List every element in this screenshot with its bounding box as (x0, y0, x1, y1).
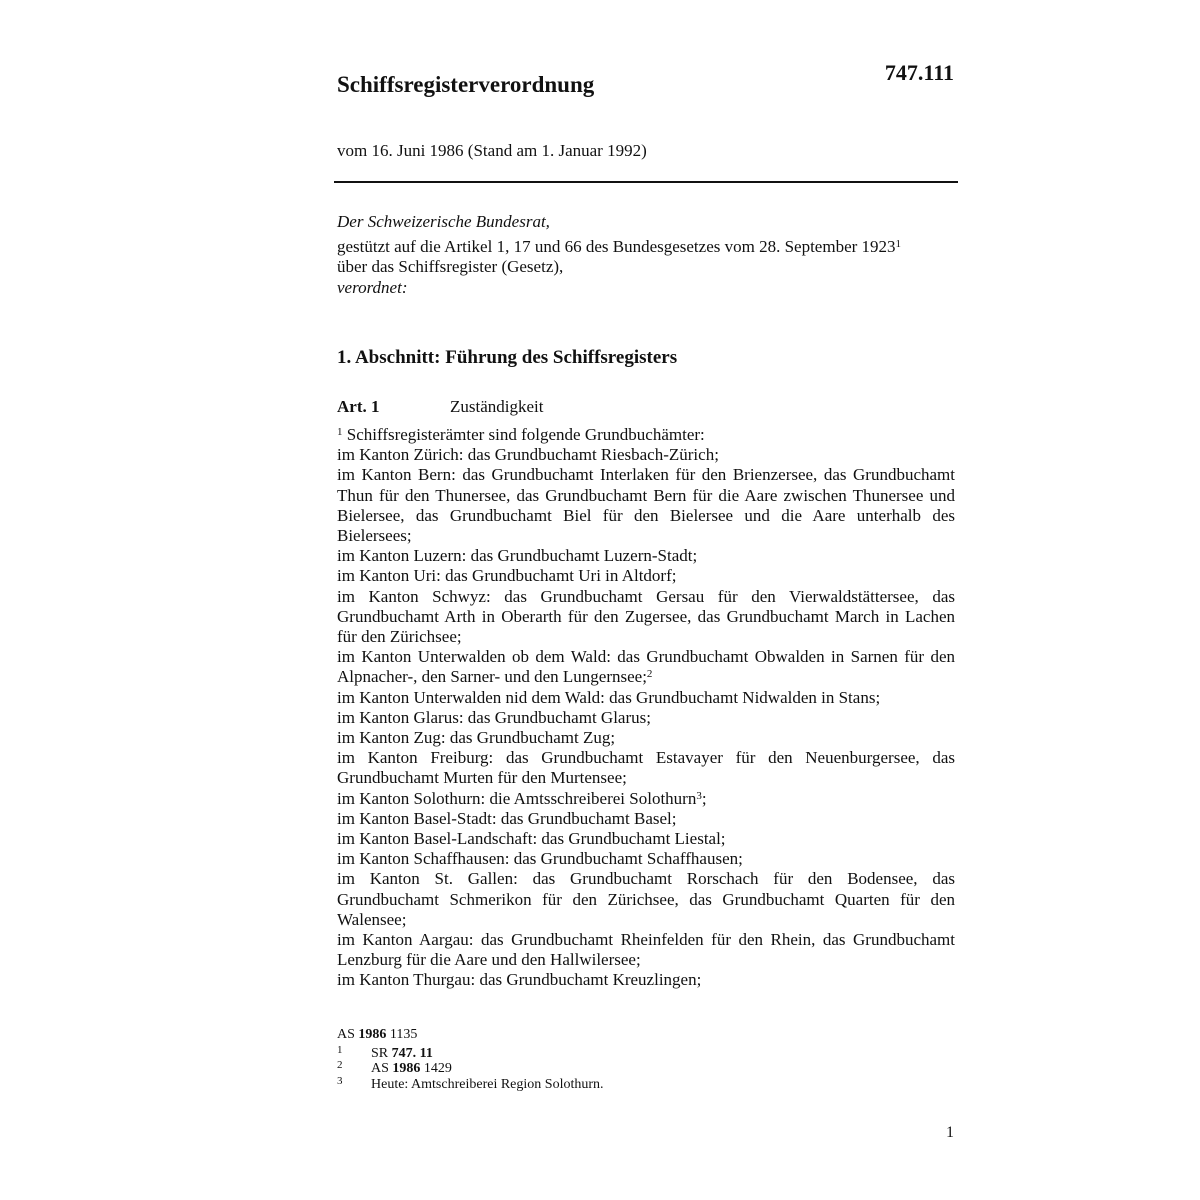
entry-glarus: im Kanton Glarus: das Grundbuchamt Glarus; (337, 707, 651, 727)
entry-zurich: im Kanton Zürich: das Grundbuchamt Riesbach-Zürich; (337, 445, 719, 465)
footnote-3: 3 Heute: Amtschreiberei Region Solothurn. (337, 1074, 604, 1092)
document-date: vom 16. Juni 1986 (Stand am 1. Januar 1992) (337, 141, 647, 160)
preamble (337, 212, 955, 298)
paragraph-marker: 1 (337, 426, 343, 438)
as-reference: AS 1986 1135 (337, 1027, 418, 1042)
header-rule (334, 181, 958, 183)
sr-number: 747.111 (884, 60, 954, 85)
footnotes (337, 1027, 604, 1092)
entry-obwalden: im Kanton Unterwalden ob dem Wald: das Grundbuchamt Obwalden in Sarnen für den Alpnacher-, den Sarner- und den Lungernsee;$^2$ (337, 647, 955, 687)
entry-st-gallen: im Kanton St. Gallen: das Grundbuchamt Rorschach für den Bodensee, das Grundbuchamt Schmerikon für den Zürichsee, das Grundbuchamt Quarten für den Walensee; (337, 869, 955, 929)
entry-basel-stadt: im Kanton Basel-Stadt: das Grundbuchamt Basel; (337, 808, 677, 828)
entry-uri: im Kanton Uri: das Grundbuchamt Uri in Altdorf; (337, 566, 677, 586)
entry-thurgau: im Kanton Thurgau: das Grundbuchamt Kreuzlingen; (337, 970, 702, 990)
footnote-1: 1 SR 747. 11 (337, 1043, 433, 1061)
entry-schaffhausen: im Kanton Schaffhausen: das Grundbuchamt Schaffhausen; (337, 849, 743, 869)
entry-freiburg: im Kanton Freiburg: das Grundbuchamt Estavayer für den Neuenburgersee, das Grundbuchamt Murten für den Murtensee; (337, 748, 955, 788)
article-heading (337, 397, 955, 417)
entry-bern: im Kanton Bern: das Grundbuchamt Interlaken für den Brienzersee, das Grundbuchamt Thun für den Thunersee, das Grundbuchamt Bern für die Aare zwischen Thunersee und Bielersee, das Grundbuchamt Biel für den Bielersee und die Aare unterhalb des Bielersees; (337, 465, 955, 546)
entry-zug: im Kanton Zug: das Grundbuchamt Zug; (337, 728, 616, 748)
entry-schwyz: im Kanton Schwyz: das Grundbuchamt Gersau für den Vierwaldstättersee, das Grundbuchamt Arth in Oberarth für den Zugersee, das Grundbuchamt March in Lachen für den Zürichsee; (337, 586, 955, 647)
page-number: 1 (946, 1124, 954, 1141)
footnote-ref-1[interactable]: 1 (895, 238, 902, 251)
entry-solothurn: im Kanton Solothurn: die Amtsschreiberei Solothurn$^3$; (337, 788, 707, 808)
preamble-basis-line1: gestützt auf die Artikel 1, 17 und 66 des Bundesgesetzes vom 28. September 1923 (337, 237, 896, 257)
entry-nidwalden: im Kanton Unterwalden nid dem Wald: das Grundbuchamt Nidwalden in Stans; (337, 687, 881, 707)
preamble-authority: Der Schweizerische Bundesrat, (337, 212, 550, 231)
section-title: 1. Abschnitt: Führung des Schiffsregisters (337, 347, 678, 368)
entry-basel-landschaft: im Kanton Basel-Landschaft: das Grundbuchamt Liestal; (337, 829, 726, 849)
entry-luzern: im Kanton Luzern: das Grundbuchamt Luzern-Stadt; (337, 546, 698, 566)
document-title: Schiffsregisterverordnung (337, 72, 595, 97)
entry-aargau: im Kanton Aargau: das Grundbuchamt Rheinfelden für den Rhein, das Grundbuchamt Lenzburg für die Aare und den Hallwilersee; (337, 930, 955, 970)
footnote-2: 2 AS 1986 1429 (337, 1059, 452, 1076)
footnote-ref-2[interactable]: 2 (646, 668, 653, 681)
article-number: Art. 1 (337, 397, 380, 416)
article-body (337, 425, 955, 991)
preamble-basis-line2: über das Schiffsregister (Gesetz), (337, 257, 564, 277)
footnote-ref-3[interactable]: 3 (696, 789, 702, 802)
preamble-decree: verordnet: (337, 277, 408, 297)
preamble-basis (337, 237, 955, 277)
paragraph-intro: $^1$ Schiffsregisterämter sind folgende Grundbuchämter: (337, 425, 705, 444)
article-title: Zuständigkeit (450, 397, 544, 416)
